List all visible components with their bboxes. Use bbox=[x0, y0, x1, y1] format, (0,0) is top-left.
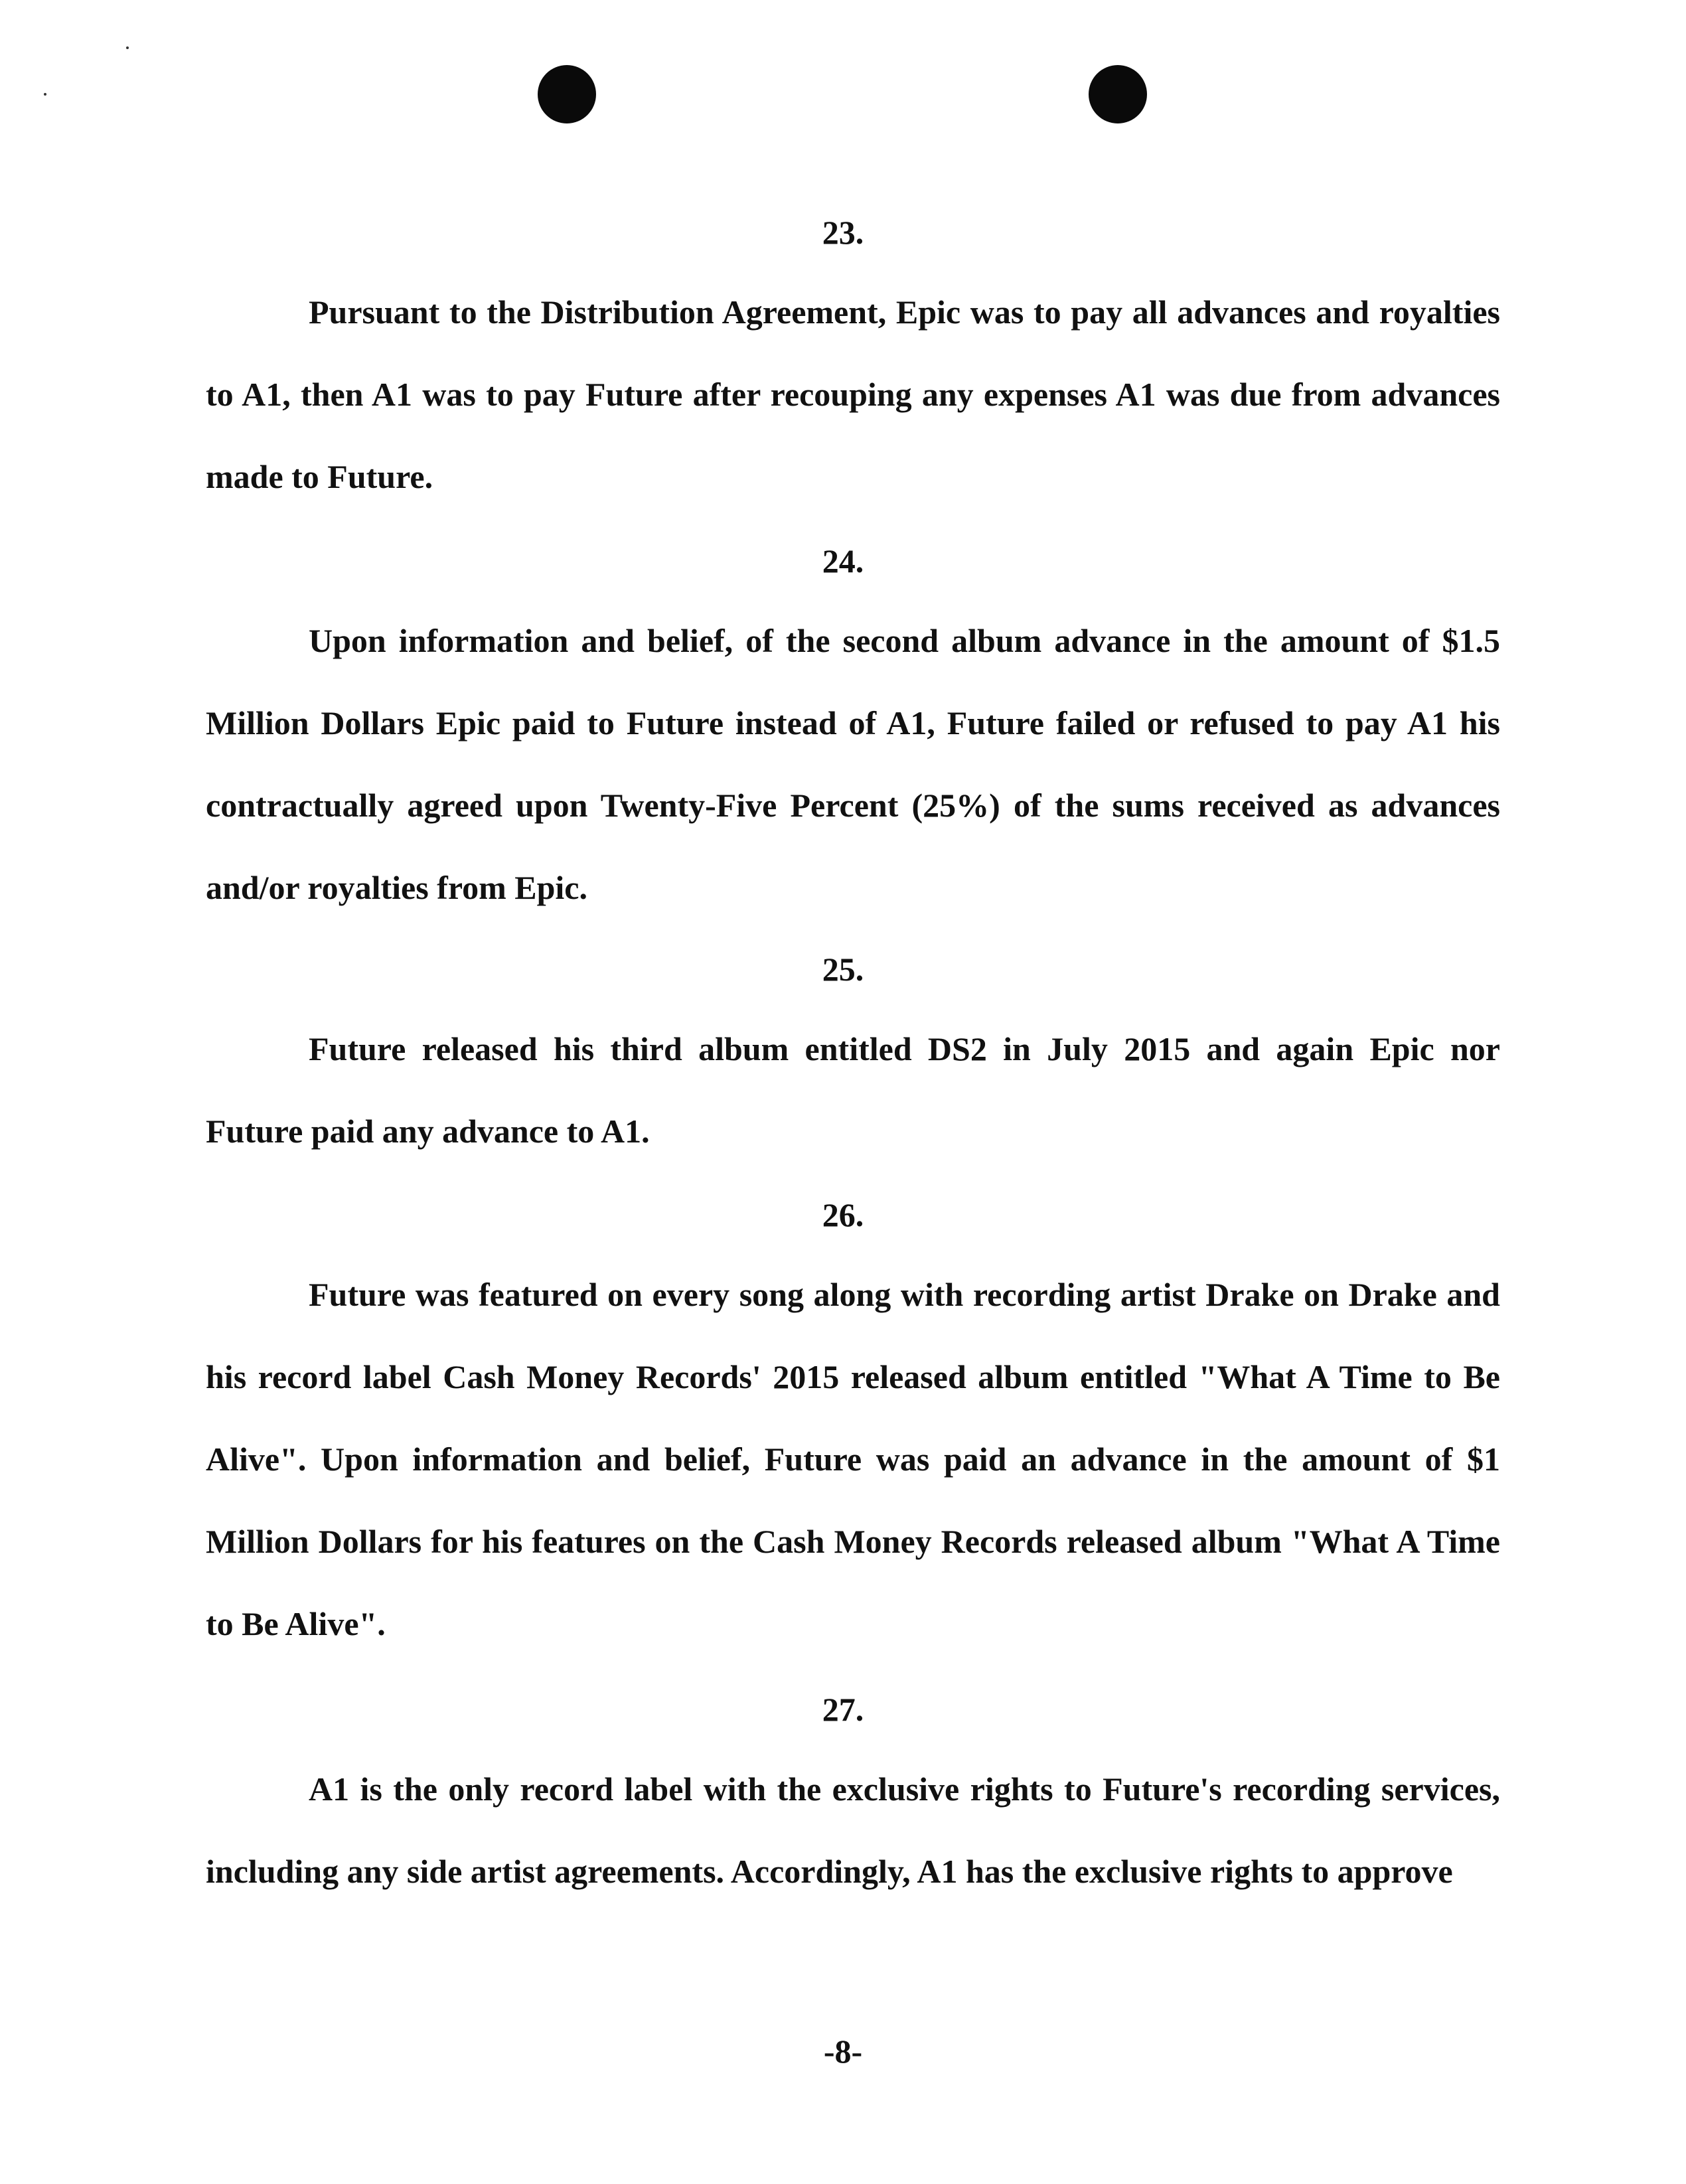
paragraph-number: 27. bbox=[822, 1691, 864, 1728]
paragraph-text: Pursuant to the Distribution Agreement, Epic was to pay all advances and royalties to A1, then A1 was to pay Future after recouping any expenses A1 was due from advances made to Future. bbox=[206, 293, 1500, 495]
paragraph-text: A1 is the only record label with the exclusive rights to Future's recording services, including any side artist agreements. Accordingly, A1 has the exclusive rights to approve bbox=[206, 1770, 1500, 1890]
paragraph-number: 26. bbox=[822, 1196, 864, 1233]
scan-speck bbox=[126, 46, 129, 49]
paragraph-number: 24. bbox=[822, 542, 864, 580]
paragraph-text: Future was featured on every song along with recording artist Drake on Drake and his record label Cash Money Records' 2015 released album entitled "What A Time to Be Alive". Upon information and belief, Future was paid an advance in the amount of $1 Million Dollars for his features on the Cash Money Records released album "What A Time to Be Alive". bbox=[206, 1276, 1500, 1642]
punch-hole-right bbox=[1089, 65, 1147, 123]
paragraph-text: Future released his third album entitled DS2 in July 2015 and again Epic nor Future paid any advance to A1. bbox=[206, 1030, 1500, 1150]
paragraph-text: Upon information and belief, of the second album advance in the amount of $1.5 Million Dollars Epic paid to Future instead of A1, Future failed or refused to pay A1 his contractually agreed upon Twenty-Five Percent (25%) of the sums received as advances and/or royalties from Epic. bbox=[206, 622, 1500, 906]
punch-hole-left bbox=[538, 65, 596, 123]
paragraph-number: 23. bbox=[822, 214, 864, 251]
page-number: -8- bbox=[823, 2033, 863, 2070]
scan-speck bbox=[44, 93, 46, 96]
paragraph-number: 25. bbox=[822, 951, 864, 988]
